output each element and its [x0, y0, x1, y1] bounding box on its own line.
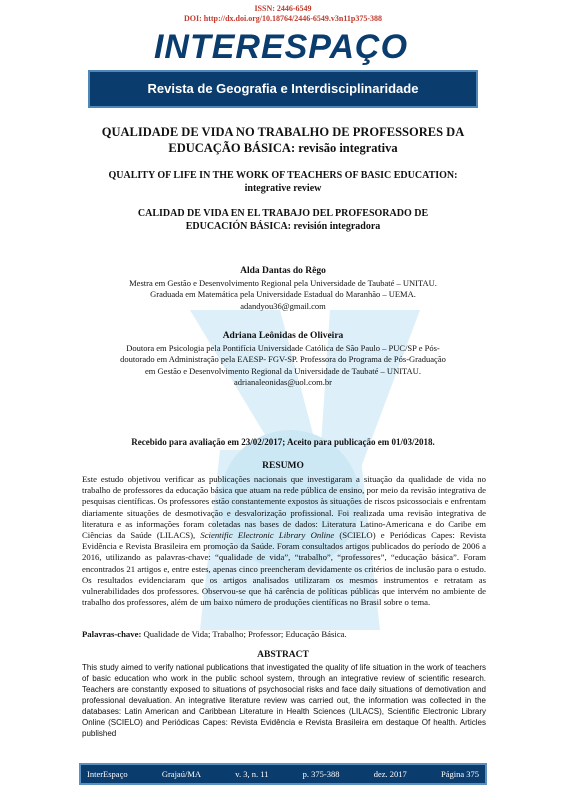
title-es-line1: CALIDAD DE VIDA EN EL TRABAJO DEL PROFESORADO DE [137, 208, 429, 219]
author-affiliation: em Gestão e Desenvolvimento Regional da Universidade de Taubaté – UNITAU. [145, 365, 421, 376]
resumo-heading: RESUMO [262, 461, 304, 471]
author-name: Alda Dantas do Rêgo [240, 266, 326, 276]
issn: ISSN: 2446-6549 [254, 4, 312, 13]
author-name: Adriana Leônidas de Oliveira [222, 331, 344, 341]
author-2 [40, 331, 526, 389]
resumo-text-italic: Scientific Electronic Library Online [200, 530, 335, 541]
title-pt-line1: QUALIDADE DE VIDA NO TRABALHO DE PROFESSORES DA [101, 125, 465, 139]
resumo-text [82, 474, 486, 608]
journal-subtitle: Revista de Geografia e Interdisciplinaridade [147, 81, 419, 96]
abstract-text: This study aimed to verify national publications that investigated the quality of life situation in the work of teachers of basic education who work in the public school system, through an integrative review of scientific research. Teachers are constantly exposed to situations of psychosocial risks and face daily situations of demotivation and professional devaluation. An integrative literature review was carried out, the information was collected in the databases: Latin American and Caribbean Literature in Health Sciences (LILACS), Scientific Electronic Library Online (SCIELO) and Periódicas Capes: Revista Evidência e Revista Brasileira em destaque Of health. Articles published [82, 663, 486, 738]
title-pt [40, 124, 526, 156]
title-pt-sub: revisão integrativa [295, 141, 398, 155]
title-es-line2: EDUCACIÓN BÁSICA: [185, 221, 292, 232]
author-affiliation: Graduada em Matemática pela Universidade Estadual do Maranhão – UEMA. [150, 289, 416, 299]
author-affiliation: doutorado em Administração pela EAESP- FGV-SP. Professora do Programa de Pós-Graduação [120, 354, 446, 364]
footer-place: Grajaú/MA [161, 769, 202, 779]
journal-logo [100, 27, 462, 67]
author-affiliation: Mestra em Gestão e Desenvolvimento Regional pela Universidade de Taubaté – UNITAU. [129, 277, 437, 288]
title-pt-line2: EDUCAÇÃO BÁSICA: [168, 141, 296, 155]
footer-page-number: Página 375 [440, 769, 479, 779]
abstract-heading: ABSTRACT [257, 650, 309, 660]
logo-text: INTERESPAÇO [153, 28, 409, 66]
keywords [82, 629, 486, 639]
author-email[interactable]: adandyou36@gmail.com [240, 300, 326, 311]
title-en-line1: QUALITY OF LIFE IN THE WORK OF TEACHERS OF BASIC EDUCATION: [108, 170, 458, 181]
footer-date: dez. 2017 [373, 769, 407, 779]
title-en-sub: integrative review [244, 183, 322, 194]
received-dates: Recebido para avaliação em 23/02/2017; Aceito para publicação em 01/03/2018. [131, 437, 435, 447]
author-affiliation: Doutora em Psicologia pela Pontifícia Universidade Católica de São Paulo – PUC/SP e Pós- [126, 342, 440, 353]
author-1 [40, 266, 526, 312]
page-footer [79, 763, 487, 785]
keywords-value: Qualidade de Vida; Trabalho; Professor; Educação Básica. [141, 629, 347, 639]
doi-link[interactable]: DOI: http://dx.doi.org/10.18764/2446-6549.v3n11p375-388 [183, 14, 382, 23]
title-en [40, 169, 526, 195]
keywords-label: Palavras-chave: [82, 629, 142, 639]
resumo-text-b: (SCIELO) e Periódicas Capes: Revista Evidência e Revista Brasileira em promoção da Saúde. Foram consultados artigos publicados do período de 2006 a 2016, utilizando as palavras-chave: “qualidade de vida”, “trabalho”, “professores”, “educação básica”. Foram encontrados 21 artigos e, entre estes, apenas cinco preencheram devidamente os critérios de inclusão para o estudo. Os resultados evidenciaram que os artigos analisados utilizaram os mesmos instrumentos e retratam as vulnerabilidades dos professores. Observou-se que há carência de políticas públicas que intervém no ambiente de trabalho dos professores, além de um baixo número de produções científicas no Brasil sobre o tema. [82, 530, 486, 608]
title-es-sub: revisión integradora [291, 221, 381, 232]
footer-volume: v. 3, n. 11 [235, 769, 269, 779]
footer-journal: InterEspaço [87, 769, 128, 779]
resumo-text-a: Este estudo objetivou verificar as publicações nacionais que investigaram a situação da qualidade de vida no trabalho de professores da educação básica que atuam na rede pública de ensino, por meio da revisão integrativa de pesquisas científicas. Os professores estão constantemente expostos às situações de riscos psicossociais e enfrentam diariamente situações de desmotivação e desvalorização profissional. Foi realizada uma revisão integrativa de literatura e as informações foram coletadas nas bases de dados: Literatura Latino-Americana e do Caribe em Ciências da Saúde (LILACS), [82, 474, 486, 541]
footer-pages: p. 375-388 [302, 769, 340, 779]
author-email[interactable]: adrianaleonidas@uol.com.br [234, 377, 332, 387]
title-es [40, 207, 526, 233]
